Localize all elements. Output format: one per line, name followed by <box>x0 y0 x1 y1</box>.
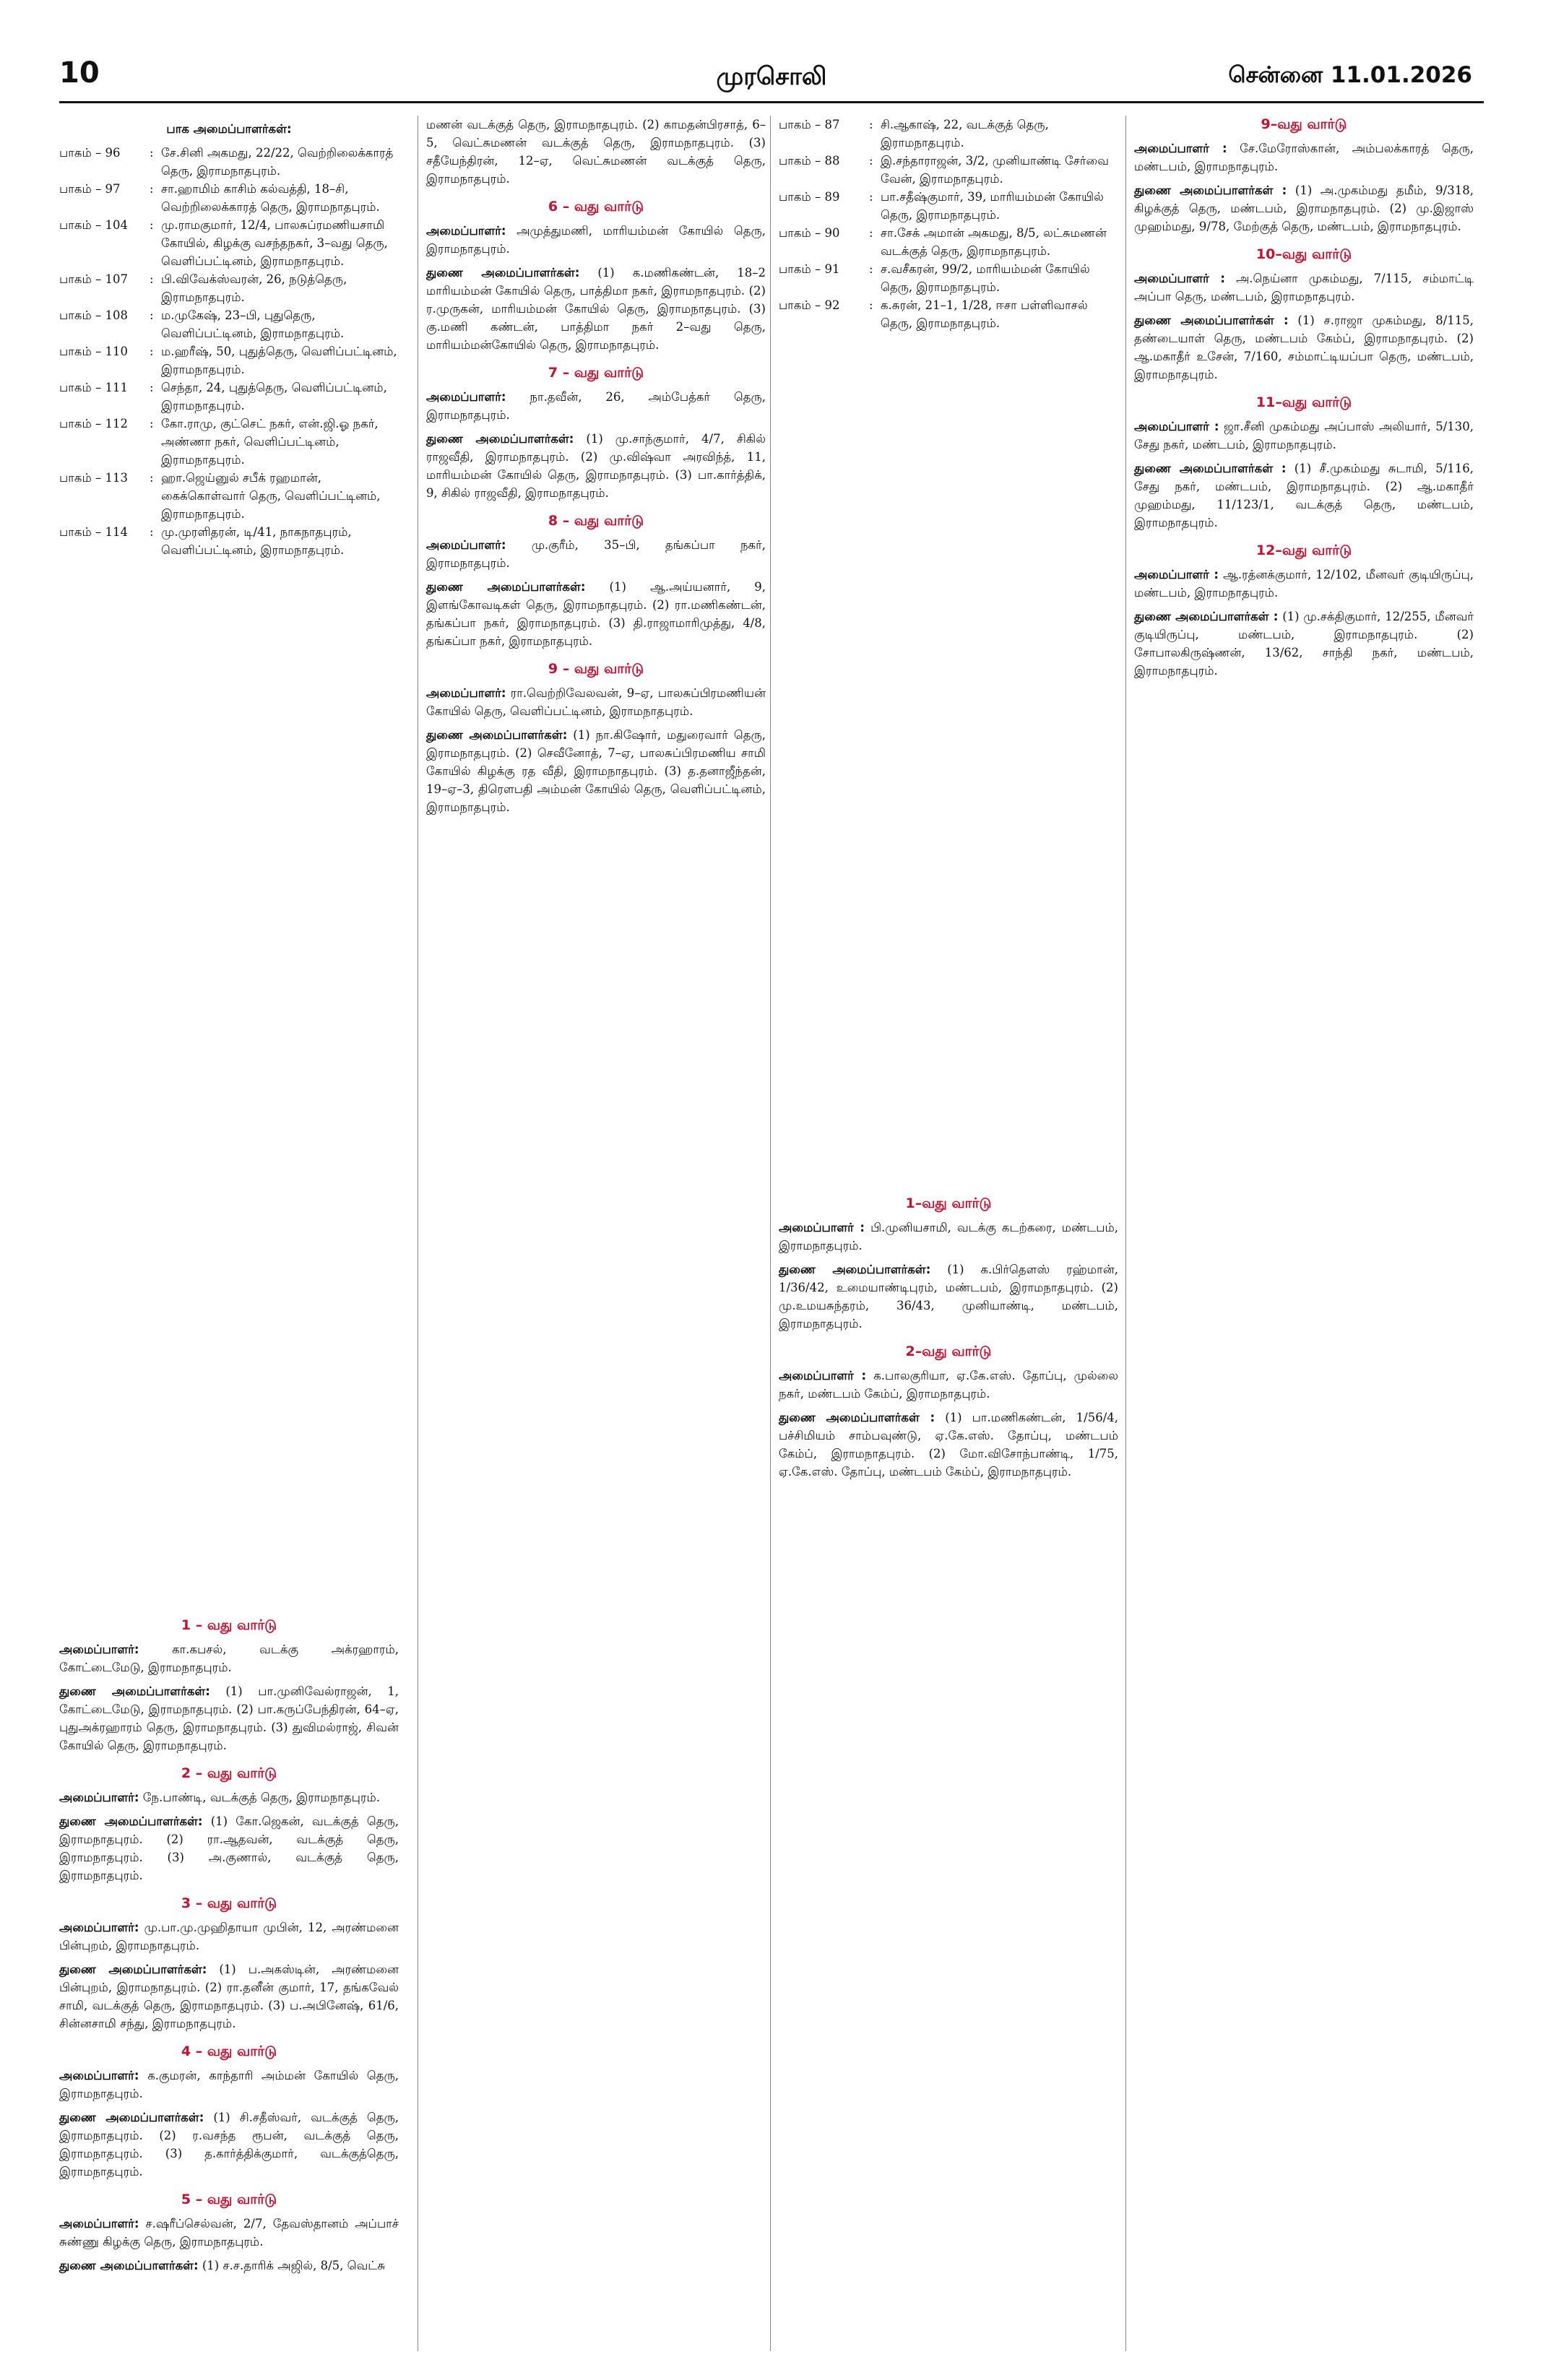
pagam-person: ம.முகேஷ், 23–பி, புதுதெரு, வெளிப்பட்டினம், இராமநாதபுரம். <box>161 308 345 340</box>
pagam-person: சி.ஆகாஷ், 22, வடக்குத் தெரு, இராமநாதபுரம். <box>881 118 1049 150</box>
ward-deputies: துணை அமைப்பாளர்கள்: (1) ப.அகஸ்டின், அரண்மனை பின்புறம், இராமநாதபுரம். (2) ரா.தனீன் குமார், 17, தங்கவேல் சாமி, வடக்குத் தெரு, இராமநாதபுரம். (3) ப.அபினேஷ், 61/6, சின்னசாமி சந்து, இராமநாதபுரம். <box>59 1963 399 2030</box>
pagam-number: பாகம் – 112 <box>59 417 128 430</box>
ward-organizer: அமைப்பாளர் : பி.முனியசாமி, வடக்கு கடற்கரை, மண்டபம், இராமநாதபுரம். <box>779 1221 1118 1252</box>
ward-organizer: அமைப்பாளர்: ரா.வெற்றிவேலவன், 9–ஏ, பாலசுப்பிரமணியன் கோயில் தெரு, வெளிப்பட்டினம், இராமநாதபுரம். <box>426 686 766 718</box>
pagam-row: பாகம் – 87 : சி.ஆகாஷ், 22, வடக்குத் தெரு, இராமநாதபுரம். <box>779 116 1118 152</box>
spacer <box>779 332 1118 1185</box>
pagam-number: பாகம் – 113 <box>59 471 128 485</box>
ward-heading: 5 – வது வார்டு <box>181 2191 277 2207</box>
pagam-number: பாகம் – 91 <box>779 262 840 276</box>
spacer <box>59 559 399 1606</box>
pagam-row: பாகம் – 92 : க.சுரன், 21–1, 1/28, ஈசா பள்ளிவாசல் தெரு, இராமநாதபுரம். <box>779 296 1118 332</box>
ward-deputies: துணை அமைப்பாளர்கள்: (1) ஆ.அய்யனார், 9, இளங்கோவடிகள் தெரு, இராமநாதபுரம். (2) ரா.மணிகண்டன், தங்கப்பா நகர், இராமநாதபுரம். (3) தி.ராஜாமாரிமுத்து, 4/8, தங்கப்பா நகர், இராமநாதபுரம். <box>426 580 766 648</box>
pagam-number: பாகம் – 90 <box>779 226 840 240</box>
ward-heading: 2–வது வார்டு <box>905 1343 992 1359</box>
pagam-person: இ.சந்தாராஜன், 3/2, முனியாண்டி சேர்வை வேன், இராமநாதபுரம். <box>881 154 1109 186</box>
column-1 <box>59 116 399 2280</box>
pagam-number: பாகம் – 88 <box>779 154 840 168</box>
pagam-row: பாகம் – 107 : பி.விவேக்ஸ்வரன், 26, நடுத்தெரு, இராமநாதபுரம். <box>59 270 399 306</box>
ward-organizer: அமைப்பாளர்: நா.தவீன், 26, அம்பேத்கர் தெரு, இராமநாதபுரம். <box>426 390 766 422</box>
page-number: 10 <box>59 56 100 90</box>
pagam-row: பாகம் – 96 : சே.சினி அகமது, 22/22, வெற்றிலைக்காரத் தெரு, இராமநாதபுரம். <box>59 144 399 180</box>
pagam-person: மு.ராமகுமார், 12/4, பாலசுப்ரமணியசாமி கோயில், கிழக்கு வசந்தநகர், 3–வது தெரு, வெளிப்பட்டினம், இராமநாதபுரம். <box>161 218 388 268</box>
ward-heading: 8 – வது வார்டு <box>548 513 644 529</box>
ward-heading: 1–வது வார்டு <box>905 1195 992 1211</box>
ward-deputies: துணை அமைப்பாளர்கள்: (1) பா.முனிவேல்ராஜன், 1, கோட்டைமேடு, இராமநாதபுரம். (2) பா.கருப்பேந்திரன், 64–ஏ, புதுஅக்ரஹாரம் தெரு, இராமநாதபுரம். (3) துவிமல்ராஜ், சிவன் கோயில் தெரு, இராமநாதபுரம். <box>59 1684 399 1752</box>
continued-text: மணன் வடக்குத் தெரு, இராமநாதபுரம். (2) காமதன்பிரசாத், 6–5, வெட்சுமணன் வடக்குத் தெரு, இராமநாதபுரம். (3) சதீயேந்திரன், 12–ஏ, வெட்சுமணன் வடக்குத் தெரு, இராமநாதபுரம். <box>426 118 766 186</box>
ward-deputies: துணை அமைப்பாளர்கள் : (1) பா.மணிகண்டன், 1/56/4, பச்சிமியம் சாம்பவுண்டு, ஏ.கே.எஸ். தோப்பு, மண்டபம் கேம்ப், இராமநாதபுரம். (2) மோ.விசோந்பாண்டி, 1/75, ஏ.கே.எஸ். தோப்பு, மண்டபம் கேம்ப், இராமநாதபுரம். <box>779 1411 1118 1479</box>
ward-organizer: அமைப்பாளர்: அமுத்துமணி, மாரியம்மன் கோயில் தெரு, இராமநாதபுரம். <box>426 224 766 256</box>
column-3 <box>779 116 1118 1487</box>
pagam-row: பாகம் – 110 : ம.ஹரீஷ், 50, புதுத்தெரு, வெளிப்பட்டினம், இராமநாதபுரம். <box>59 342 399 378</box>
pagam-number: பாகம் – 89 <box>779 190 840 204</box>
pagam-person: சே.சினி அகமது, 22/22, வெற்றிலைக்காரத் தெரு, இராமநாதபுரம். <box>161 146 394 178</box>
pagam-row: பாகம் – 91 : ச.வசீகரன், 99/2, மாரியம்மன் கோயில் தெரு, இராமநாதபுரம். <box>779 260 1118 296</box>
pagam-number: பாகம் – 92 <box>779 298 840 312</box>
column-divider <box>1125 116 1126 2351</box>
pagam-number: பாகம் – 114 <box>59 525 128 539</box>
ward-heading: 11–வது வார்டு <box>1255 394 1352 410</box>
ward-heading: 9 – வது வார்டு <box>548 661 644 677</box>
ward-deputies: துணை அமைப்பாளர்கள்: (1) ச.ச.தாரிக் அஜில், 8/5, வெட்சு <box>59 2259 386 2272</box>
pagam-row: பாகம் – 90 : சா.சேக் அமான் அகமது, 8/5, லட்சுமணன் வடக்குத் தெரு, இராமநாதபுரம். <box>779 224 1118 260</box>
ward-organizer: அமைப்பாளர்: க.குமரன், காந்தாரி அம்மன் கோயில் தெரு, இராமநாதபுரம். <box>59 2069 399 2100</box>
ward-deputies: துணை அமைப்பாளர்கள் : (1) மு.சக்திகுமார், 12/255, மீனவர் குடியிருப்பு, மண்டபம், இராமநாதபுரம். (2) சோபாலகிருஷ்ணன், 13/62, சாந்தி நகர், மண்டபம், இராமநாதபுரம். <box>1134 610 1474 678</box>
ward-deputies: துணை அமைப்பாளர்கள்: (1) நா.கிஷோர், மதுரைவார் தெரு, இராமநாதபுரம். (2) செவீனோத், 7–ஏ, பாலசுப்பிரமணிய சாமி கோயில் கிழக்கு ரத வீதி, இராமநாதபுரம். (3) த.தனாஜீந்தன், 19–ஏ–3, திரௌபதி அம்மன் கோயில் தெரு, வெளிப்பட்டினம், இராமநாதபுரம். <box>426 728 766 814</box>
pagam-row: பாகம் – 97 : சா.ஹாமிம் காசிம் கல்வத்தி, 18–சி, வெற்றிலைக்காரத் தெரு, இராமநாதபுரம். <box>59 180 399 216</box>
ward-organizer: அமைப்பாளர்: நே.பாண்டி, வடக்குத் தெரு, இராமநாதபுரம். <box>59 1791 380 1804</box>
ward-heading: 9–வது வார்டு <box>1261 116 1347 132</box>
ward-organizer: அமைப்பாளர் : சே.மேரோஸ்கான், அம்பலக்காரத் தெரு, மண்டபம், இராமநாதபுரம். <box>1134 142 1474 173</box>
ward-heading: 12–வது வார்டு <box>1255 542 1352 558</box>
pagam-person: ஹா.ஜெய்னுல் சபீக் ரஹமான், கைக்கொள்வார் தெரு, வெளிப்பட்டினம், இராமநாதபுரம். <box>161 471 381 521</box>
pagam-row: பாகம் – 104 : மு.ராமகுமார், 12/4, பாலசுப்ரமணியசாமி கோயில், கிழக்கு வசந்தநகர், 3–வது தெரு, வெளிப்பட்டினம், இராமநாதபுரம். <box>59 216 399 270</box>
pagam-row: பாகம் – 114 : மு.முரளிதரன், டி/41, நாகநாதபுரம், வெளிப்பட்டினம், இராமநாதபுரம். <box>59 523 399 559</box>
ward-heading: 1 – வது வார்டு <box>181 1617 277 1633</box>
edition-date: சென்னை 11.01.2026 <box>1228 62 1472 88</box>
ward-organizer: அமைப்பாளர் : ஜா.சீனி முகம்மது அப்பாஸ் அலியார், 5/130, சேது நகர், மண்டபம், இராமநாதபுரம். <box>1134 420 1474 451</box>
pagam-number: பாகம் – 107 <box>59 272 128 286</box>
pagam-number: பாகம் – 97 <box>59 182 121 196</box>
ward-deputies: துணை அமைப்பாளர்கள் : (1) ச.ராஜா முகம்மது, 8/115, தண்டையாள் தெரு, மண்டபம் கேம்ப், இராமநாதபுரம். (2) ஆ.மகாதீர் உசேன், 7/160, சம்மாட்டியப்பா தெரு, மண்டபம், இராமநாதபுரம். <box>1134 313 1474 381</box>
ward-deputies: துணை அமைப்பாளர்கள்: (1) க.பிர்தௌஸ் ரஹ்மான், 1/36/42, உமையாண்டிபுரம், மண்டபம், இராமநாதபுரம். (2) மு.உமயசுந்தரம், 36/43, முனியாண்டி, மண்டபம், இராமநாதபுரம். <box>779 1263 1118 1330</box>
pagam-number: பாகம் – 110 <box>59 345 128 358</box>
masthead <box>0 0 1543 108</box>
pagam-person: செந்தா, 24, புதுத்தெரு, வெளிப்பட்டினம், இராமநாதபுரம். <box>161 381 387 412</box>
pagam-row: பாகம் – 111 : செந்தா, 24, புதுத்தெரு, வெளிப்பட்டினம், இராமநாதபுரம். <box>59 378 399 415</box>
ward-deputies: துணை அமைப்பாளர்கள் : (1) அ.முகம்மது தமீம், 9/318, கிழக்குத் தெரு, மண்டபம், இராமநாதபுரம். (2) மு.இஜாஸ் முஹம்மது, 9/78, மேற்குத் தெரு, மண்டபம், இராமநாதபுரம். <box>1134 183 1474 233</box>
pagam-person: பா.சதீஷ்குமார், 39, மாரியம்மன் கோயில் தெரு, இராமநாதபுரம். <box>881 190 1104 222</box>
ward-organizer: அமைப்பாளர்: ச.ஷரீப்செல்வன், 2/7, தேவஸ்தானம் அப்பாச் சுண்ணு கிழக்கு தெரு, இராமநாதபுரம். <box>59 2217 399 2249</box>
ward-heading: 4 – வது வார்டு <box>181 2043 277 2059</box>
ward-heading: 6 – வது வார்டு <box>548 199 644 215</box>
pagam-person: க.சுரன், 21–1, 1/28, ஈசா பள்ளிவாசல் தெரு, இராமநாதபுரம். <box>881 298 1088 330</box>
masthead-rule <box>59 101 1484 103</box>
pagam-number: பாகம் – 104 <box>59 218 128 232</box>
ward-heading: 10–வது வார்டு <box>1255 246 1352 262</box>
ward-deputies: துணை அமைப்பாளர்கள் : (1) சீ.முகம்மது சுடாமி, 5/116, சேது நகர், மண்டபம், இராமநாதபுரம். (2) ஆ.மகாதீர் முஹம்மது, 11/123/1, வடக்குத் தெரு, மண்டபம், இராமநாதபுரம். <box>1134 462 1474 529</box>
pagam-person: சா.ஹாமிம் காசிம் கல்வத்தி, 18–சி, வெற்றிலைக்காரத் தெரு, இராமநாதபுரம். <box>161 182 380 214</box>
pagam-row: பாகம் – 108 : ம.முகேஷ், 23–பி, புதுதெரு, வெளிப்பட்டினம், இராமநாதபுரம். <box>59 306 399 342</box>
section-heading: பாக அமைப்பாளர்கள்: <box>166 122 292 136</box>
ward-heading: 2 – வது வார்டு <box>181 1765 277 1781</box>
ward-deputies: துணை அமைப்பாளர்கள்: (1) க.மணிகண்டன், 18–2 மாரியம்மன் கோயில் தெரு, பாத்திமா நகர், இராமநாதபுரம். (2) ர.முருகன், மாரியம்மன் கோயில் தெரு, இராமநாதபுரம். (3) கு.மணி கண்டன், பாத்திமா நகர் 2–வது தெரு, மாரியம்மன்கோயில் தெரு, இராமநாதபுரம். <box>426 266 766 352</box>
pagam-number: பாகம் – 111 <box>59 381 128 394</box>
ward-heading: 3 – வது வார்டு <box>181 1895 277 1911</box>
pagam-number: பாகம் – 108 <box>59 308 128 322</box>
pagam-row: பாகம் – 89 : பா.சதீஷ்குமார், 39, மாரியம்மன் கோயில் தெரு, இராமநாதபுரம். <box>779 188 1118 224</box>
pagam-person: ச.வசீகரன், 99/2, மாரியம்மன் கோயில் தெரு, இராமநாதபுரம். <box>881 262 1090 294</box>
pagam-person: ம.ஹரீஷ், 50, புதுத்தெரு, வெளிப்பட்டினம், இராமநாதபுரம். <box>161 345 397 376</box>
pagam-list <box>59 144 399 559</box>
column-divider <box>770 116 771 2351</box>
pagam-row: பாகம் – 112 : கோ.ராமு, குட்செட் நகர், என்.ஜி.ஓ நகர், அண்ணா நகர், வெளிப்பட்டினம், இராமநாதபுரம். <box>59 415 399 469</box>
ward-heading: 7 – வது வார்டு <box>548 365 644 381</box>
column-2 <box>426 116 766 822</box>
pagam-row: பாகம் – 88 : இ.சந்தாராஜன், 3/2, முனியாண்டி சேர்வை வேன், இராமநாதபுரம். <box>779 152 1118 188</box>
column-4 <box>1134 116 1474 685</box>
ward-organizer: அமைப்பாளர் : க.பாலகுரியா, ஏ.கே.எஸ். தோப்பு, முல்லை நகர், மண்டபம் கேம்ப், இராமநாதபுரம். <box>779 1369 1118 1401</box>
ward-deputies: துணை அமைப்பாளர்கள்: (1) சி.சதீஸ்வர், வடக்குத் தெரு, இராமநாதபுரம். (2) ர.வசந்த ரூபன், வடக்குத் தெரு, இராமநாதபுரம். (3) த.கார்த்திக்குமார், வடக்குத்தெரு, இராமநாதபுரம். <box>59 2111 399 2178</box>
pagam-list <box>779 116 1118 332</box>
ward-deputies: துணை அமைப்பாளர்கள்: (1) மு.சாந்குமார், 4/7, சிகில் ராஜவீதி, இராமநாதபுரம். (2) மு.விஷ்வா அரவிந்த், 11, மாரியம்மன் கோயில் தெரு, இராமநாதபுரம். (3) பா.கார்த்திக், 9, சிகில் ராஜவீதி, இராமநாதபுரம். <box>426 432 766 500</box>
ward-deputies: துணை அமைப்பாளர்கள்: (1) கோ.ஜெகன், வடக்குத் தெரு, இராமநாதபுரம். (2) ரா.ஆதவன், வடக்குத் தெரு, இராமநாதபுரம். (3) அ.குணால், வடக்குத் தெரு, இராமநாதபுரம். <box>59 1814 399 1882</box>
ward-organizer: அமைப்பாளர்: கா.கபசல், வடக்கு அக்ரஹாரம், கோட்டைமேடு, இராமநாதபுரம். <box>59 1643 399 1674</box>
newspaper-title: முரசொலி <box>716 62 827 91</box>
ward-organizer: அமைப்பாளர் : ஆ.ரத்னக்குமார், 12/102, மீனவர் குடியிருப்பு, மண்டபம், இராமநாதபுரம். <box>1134 568 1474 600</box>
ward-organizer: அமைப்பாளர் : அ.நெய்னா முகம்மது, 7/115, சம்மாட்டி அப்பா தெரு, மண்டபம், இராமநாதபுரம். <box>1134 272 1474 303</box>
pagam-number: பாகம் – 87 <box>779 118 840 131</box>
pagam-person: பி.விவேக்ஸ்வரன், 26, நடுத்தெரு, இராமநாதபுரம். <box>161 272 347 304</box>
ward-organizer: அமைப்பாளர்: மு.பா.மு.முஹிதாயா முபின், 12, அரண்மனை பின்புறம், இராமநாதபுரம். <box>59 1921 399 1952</box>
pagam-person: மு.முரளிதரன், டி/41, நாகநாதபுரம், வெளிப்பட்டினம், இராமநாதபுரம். <box>161 525 352 557</box>
pagam-person: கோ.ராமு, குட்செட் நகர், என்.ஜி.ஓ நகர், அண்ணா நகர், வெளிப்பட்டினம், இராமநாதபுரம். <box>161 417 379 467</box>
pagam-person: சா.சேக் அமான் அகமது, 8/5, லட்சுமணன் வடக்குத் தெரு, இராமநாதபுரம். <box>881 226 1107 258</box>
pagam-number: பாகம் – 96 <box>59 146 121 160</box>
ward-organizer: அமைப்பாளர்: மு.குரீம், 35–பி, தங்கப்பா நகர், இராமநாதபுரம். <box>426 538 766 570</box>
pagam-row: பாகம் – 113 : ஹா.ஜெய்னுல் சபீக் ரஹமான், கைக்கொள்வார் தெரு, வெளிப்பட்டினம், இராமநாதபுரம். <box>59 469 399 523</box>
